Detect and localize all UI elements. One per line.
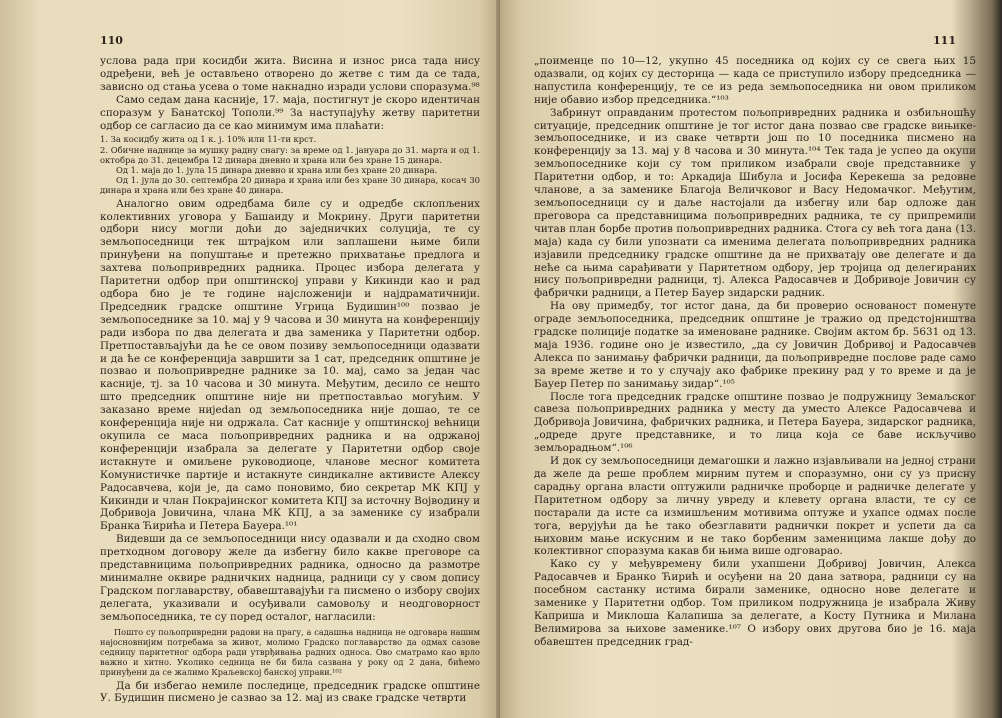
page-number-left: 110 <box>100 34 123 47</box>
paragraph: На ову примедбу, тог истог дана, да би проверио основаност поменуте ограде земљопоседника, председник општине је тражио од предстојништва градске полиције податке за именоване раднике. Својим актом бр. 5631 од 13. маја 1936. године оно је известило, „да су Јовичин Добривој и Радосавчев Алекса по занимању фабрички радници, да пољопривредне послове раде само за време жетве и то у случају ако фабрике прекину рад у то време и да је Бауер Петер по занимању зидар“.¹⁰⁵ <box>534 300 976 390</box>
page-number-right: 111 <box>933 34 956 47</box>
paragraph: „поименце по 10—12, укупно 45 поседника од којих су се свега њих 15 одазвали, од којих су десторица — када се приступило избору председника — напустила конференцију, те се из реда земљопоседника ни овом приликом није обавио избор председника.“¹⁰³ <box>534 55 976 106</box>
paragraph: услова рада при косидби жита. Висина и износ риса тада нису одређени, већ је остављено отворено до жетве с тим да се тада, зависно од стања усева о томе накнадно изради услови споразума.⁹⁸ <box>100 55 480 93</box>
paragraph: Видевши да се земљопоседници нису одазвали и да сходно свом претходном договору желе да избегну било какве преговоре са представницима пољопривредних радника, односно да размотре минималне оквире радничких надница, радници су у свом допису Градском поглаварству, обавештавајући га писмено о избору својих делегата, указивали и осуђивали самовољу и неодговорност земљопоседника, те су поред осталог, нагласили: <box>100 533 480 623</box>
paragraph: Како су у међувремену били ухапшени Добривој Јовичин, Алекса Радосавчев и Бранко Ћирић и осуђени на 20 дана затвора, радници су на посебном састанку истима бирали заменике, односно нове делегате и заменике у Паритетни одбор. Том приликом подружница је изабрала Живу Каприша и Миклоша Калапиша за делегате, а Косту Путника и Милана Велимирова за њихове заменике.¹⁰⁷ О избору ових другова био је 16. маја обавештен председник град- <box>534 558 976 648</box>
right-page <box>500 0 1002 718</box>
list-item: 2. Обичне наднице за мушку радну снагу: за време од 1. јануара до 31. марта и од 1. октобра до 31. децембра 12 динара дневно и храна или без хране 15 динара. <box>100 144 480 165</box>
paragraph: Аналогно овим одредбама биле су и одредбе склопљених колективних уговора у Башаиду и Мокрину. Други паритетни одбори нису могли доћи до заједничких солуција, те су земљопоседници тек штрајком или заплашени њиме били принуђени на попуштање и претежно прихватање предлога и захтева пољопривредних радника. Процес избора делегата у Паритетни одбор при општинској управи у Кикинди као и рад одбора био је те године најсложенији и најдраматичнији. Председник градске општине Угрица Будишин¹⁰⁰ позвао је земљопоседнике за 10. мај у 9 часова и 30 минута на конференцију ради избора по два делегата и два заменика у Паритетни одбор. Претпостављајући да ће се овом позиву земљопоседници одазвати и да ће се конференција завршити за 1 сат, председник општине је позвао и пољопривредне раднике за 10. мај, само за један час касније, тј. за 10 часова и 30 минута. Међутим, десило се нешто што председник општине није ни претпостављао могућим. У заказано време нијedan од земљопоседника није дошао, те се конференција није ни одржала. Сат касније у општинској већници окупила се маса пољопривредних радника и на одржаној конференцији изабрала за делегате у Паритетни одбор своје истакнуте и омиљене руководиоце, чланове месног комитета Комунистичке партије и истакнуте синдикалне активисте Алексу Радосавчева, који је, да само поновимо, био секретар МК КПЈ у Кикинди и члан Покрајинског комитета КПЈ за источну Војводину и Добривоја Јовичина, члана МК КПЈ, а за заменике су изабрали Бранка Ћирића и Петера Бауера.¹⁰¹ <box>100 197 480 533</box>
quoted-note: Пошто су пољопривредни радови на прагу, а садашња надница не одговара нашим најосновнијим потребама за живот, молимо Градско поглаварство да одмах сазове седницу паритетног одбора ради утврђивања радних односа. Ово сматрамо као врло важно и хитно. Уколико седница не би била сазвана у року од 2 дана, бићемо принуђени да се жалимо Краљевској банској управи.¹⁰² <box>100 626 480 677</box>
list-item: Од 1. маја до 1. јула 15 динара дневно и храна или без хране 20 динара. <box>116 165 438 176</box>
left-page <box>0 0 500 718</box>
paragraph: И док су земљопоседници демагошки и лажно изјављивали на једној страни да желе да реше проблем мирним путем и споразумно, они су уз присну сарадњу органа власти оптужили радничке проборце и радничке делегате у Паритетном одбору за личну увреду и клевету органа власти, те су се постарали да исте са измишљеним мотивима оптуже и ухапсе одмах после тога, верујући да ће тако обезглавити раднички покрет и успети да са њиховим мање искусним и не тако борбеним заменицима лакше дођу до колективног споразума какав би њима више одговарао. <box>534 455 976 558</box>
list-item: 1. За косидбу жита од 1 к. ј. 10% или 11-ти крст. <box>100 134 317 145</box>
wage-list <box>100 134 480 195</box>
paragraph: Забринут оправданим протестом пољопривредних радника и озбиљношћу ситуације, председник општине је тог истог дана позвао све градске вињике-земљопоседнике, и из сваке четврти још по 10 поседника писмено на конференцију за 13. мај у 8 часова и 30 минута.¹⁰⁴ Тек тада је успео да окупи земљопоседнике који су том приликом изабрали своје представнике у Паритетни одбор, и то: Аркадија Шибула и Јосифа Керекеша за редовне чланове, а за заменике Благоја Величковог и Васу Недомачког. Међутим, земљопоседници су и даље настојали да избегну или бар одложе дан преговора са представницима пољопривредних радника, те су припремили читав план борбе против пољопривредних радника. Стога су већ тога дана (13. маја) када су били упознати са именима делегата пољопривредних радника изјавили председнику градске општине да не прихватају ове делегате и да неће са њима сарађивати у Паритетном одбору, јер тројица од делегираних нису пољопривредни радници, тј. Алекса Радосавчев и Добривоје Јовичин су фабрички радници, а Петер Бауер зидарски радник. <box>534 106 976 300</box>
paragraph: После тога председник градске општине позвао је подружницу Земаљског савеза пољопривредних радника у месту да уместо Алексе Радосавчева и Добривоја Јовичина, фабричких радника, и Петера Бауера, зидарског радника, „одреде друге представнике, и то лица која се баве искључиво земљорадњом“.¹⁰⁶ <box>534 390 976 455</box>
paragraph: Само седам дана касније, 17. маја, постигнут је скоро идентичан споразум у Банатској Тополи.⁹⁹ За наступајућу жетву паритетни одбор се сагласио да се као минимум има плаћати: <box>100 93 480 132</box>
list-item: Од 1. јула до 30. септембра 20 динара и храна или без хране 30 динара, косач 30 динара и храна или без хране 40 динара. <box>100 175 480 196</box>
paragraph: Да би избегао немиле последице, председник градске општине У. Будишин писмено је сазвао за 12. мај из сваке градске четврти <box>100 679 480 705</box>
